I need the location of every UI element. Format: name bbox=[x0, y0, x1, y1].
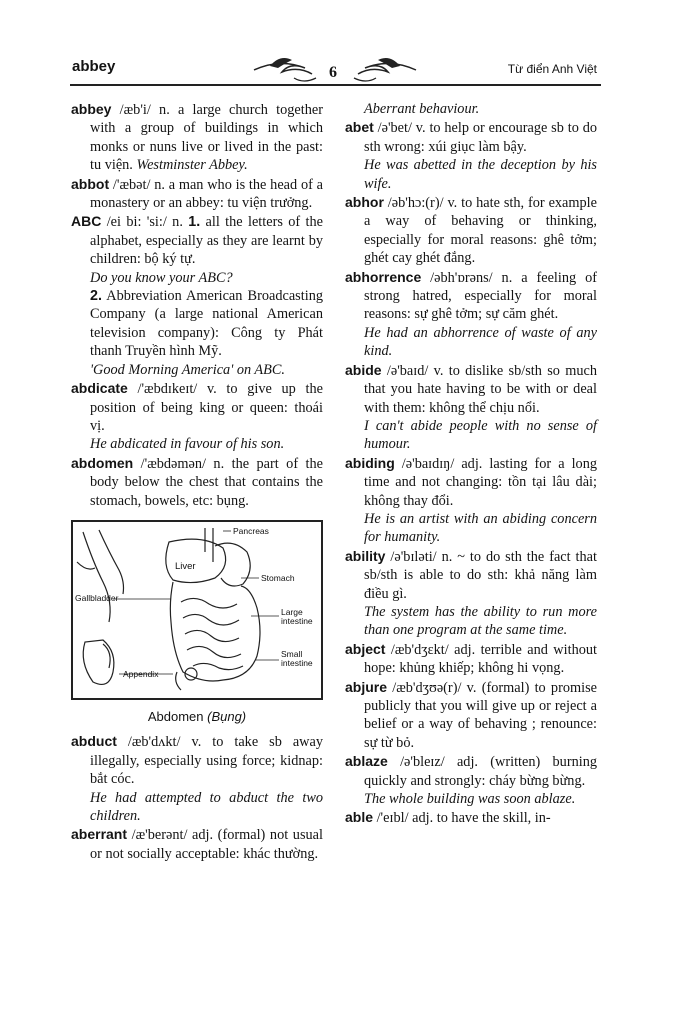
headword: abdomen bbox=[71, 454, 134, 471]
example: Do you know your ABC? bbox=[90, 269, 233, 286]
entry-abduct bbox=[71, 732, 323, 788]
example: He had attempted to abduct the two children. bbox=[90, 789, 323, 824]
entry-abdomen bbox=[71, 454, 323, 510]
left-column bbox=[71, 100, 323, 863]
headword: able bbox=[345, 809, 374, 826]
label-liver: Liver bbox=[175, 560, 196, 572]
headword: aberrant bbox=[71, 826, 128, 843]
label-large-intestine: Large intestine bbox=[281, 606, 313, 626]
definition: /æb'i/ n. a large church together with a group of buildings in which monks or nuns live or lived in the past: tu viện. bbox=[90, 102, 323, 174]
example: He abdicated in favour of his son. bbox=[90, 436, 285, 453]
definition: /əbh'ɒrəns/ n. a feeling of strong hatred, especially for moral reasons: sự ghê tởm; sự căm ghét. bbox=[364, 269, 597, 323]
example: The system has the ability to run more than one program at the same time. bbox=[364, 603, 597, 639]
headword: abhor bbox=[345, 194, 384, 211]
definition: /ei bi: 'si:/ n. bbox=[101, 214, 189, 231]
entry-abject bbox=[345, 640, 597, 678]
headword: abbot bbox=[71, 175, 110, 192]
label-appendix: Appendix bbox=[123, 668, 159, 679]
definition: /ə'bet/ v. to help or encourage sb to do sth wrong: xúi giục làm bậy. bbox=[364, 120, 597, 155]
book-title: Từ điển Anh Việt bbox=[507, 62, 597, 76]
example: The whole building was soon ablaze. bbox=[364, 791, 576, 808]
example: Aberrant behaviour. bbox=[364, 101, 480, 117]
entry-abet bbox=[345, 118, 597, 156]
definition: /æb'dʒʊə(r)/ v. (formal) to promise publicly that you will give up or reject a belief or a way of behaving ; renounce: sự từ bỏ. bbox=[364, 679, 597, 751]
figure-caption bbox=[71, 708, 323, 726]
example: Westminster Abbey. bbox=[136, 157, 248, 174]
entry-ability bbox=[345, 547, 597, 603]
headword: ablaze bbox=[345, 753, 388, 770]
entry-abbot bbox=[71, 175, 323, 213]
entry-ablaze bbox=[345, 752, 597, 790]
example: He is an artist with an abiding concern for humanity. bbox=[364, 510, 597, 546]
entry-able bbox=[345, 808, 597, 827]
headword: abet bbox=[345, 119, 374, 136]
example: I can't abide people with no sense of humour. bbox=[364, 417, 597, 453]
abdomen-illustration bbox=[71, 520, 323, 700]
entry-abhor bbox=[345, 193, 597, 268]
definition: /ə'bleɪz/ adj. (written) burning quickly and strongly: cháy bừng bừng. bbox=[364, 754, 597, 789]
caption-vietnamese: (Bụng) bbox=[207, 708, 247, 724]
entry-abide bbox=[345, 361, 597, 417]
label-gallbladder: Gallbladder bbox=[75, 592, 119, 603]
label-stomach: Stomach bbox=[261, 572, 295, 583]
sense-number: 2. bbox=[90, 288, 102, 305]
entry-aberrant bbox=[71, 825, 323, 863]
example: He was abetted in the deception by his wife. bbox=[364, 157, 597, 192]
headword: ability bbox=[345, 547, 386, 564]
definition: /æ'berənt/ adj. (formal) not usual or not socially acceptable: khác thường. bbox=[90, 827, 323, 862]
caption-main: Abdomen bbox=[147, 708, 208, 724]
example: He had an abhorrence of waste of any kind. bbox=[364, 324, 597, 360]
definition: all the letters of the alphabet, especially as they are learnt by children: bộ ký tự. bbox=[90, 214, 323, 268]
headword: abject bbox=[345, 640, 386, 657]
definition: /ə'baɪdɪŋ/ adj. lasting for a long time and not changing: tồn tại lâu dài; không thay đổi. bbox=[364, 455, 597, 509]
label-pancreas: Pancreas bbox=[233, 525, 269, 536]
entry-abjure bbox=[345, 678, 597, 753]
entry-abc bbox=[71, 212, 323, 268]
entry-abdicate bbox=[71, 379, 323, 435]
label-small-intestine: Small intestine bbox=[281, 648, 313, 668]
page-number: 6 bbox=[329, 64, 337, 81]
example: 'Good Morning America' on ABC. bbox=[90, 361, 286, 378]
headword: abhorrence bbox=[345, 268, 422, 285]
header-rule bbox=[70, 84, 601, 86]
definition: /'æbdəmən/ n. the part of the body below the chest that contains the stomach, bowels, etc: bụng. bbox=[90, 455, 323, 509]
entry-abiding bbox=[345, 454, 597, 510]
headword: ABC bbox=[71, 213, 102, 230]
entry-abhorrence bbox=[345, 268, 597, 324]
right-column bbox=[345, 100, 597, 828]
headword: abdicate bbox=[71, 380, 128, 397]
entry-abbey bbox=[71, 100, 323, 175]
definition: /'æbət/ n. a man who is the head of a monastery or an abbey: tu viện trưởng. bbox=[90, 176, 323, 212]
sense-2 bbox=[71, 287, 323, 361]
definition: /ə'bɪləti/ n. ~ to do sth the fact that sb/sth is able to do sth: khả năng làm điều gì. bbox=[364, 548, 597, 602]
definition: /'eɪbl/ adj. to have the skill, in- bbox=[373, 810, 551, 827]
sense-number: 1. bbox=[188, 214, 201, 231]
definition: Abbreviation American Broadcasting Company (a large national American television company): Công ty Phát thanh Truyền hình Mỹ. bbox=[90, 288, 323, 360]
definition: /'æbdɪkeɪt/ v. to give up the position of being king or queen: thoái vị. bbox=[90, 381, 323, 434]
definition: /æb'dʌkt/ v. to take sb away illegally, especially using force; kidnap: bắt cóc. bbox=[90, 734, 323, 788]
headword: abbey bbox=[71, 101, 112, 117]
headword: abjure bbox=[345, 678, 388, 695]
guide-word: abbey bbox=[72, 58, 116, 75]
definition: /əb'hɔ:(r)/ v. to hate sth, for example a way of behaving or thinking, especially for moral reasons: ghê tởm; ghét cay ghét đắng. bbox=[364, 195, 597, 267]
headword: abiding bbox=[345, 454, 395, 471]
headword: abduct bbox=[71, 733, 117, 750]
headword: abide bbox=[345, 361, 382, 378]
definition: /æb'dʒɛkt/ adj. terrible and without hope: khủng khiếp; không hi vọng. bbox=[364, 641, 597, 677]
definition: /ə'baɪd/ v. to dislike sb/sth so much that you hate having to be with or deal with them: không thể chịu nổi. bbox=[364, 362, 597, 416]
